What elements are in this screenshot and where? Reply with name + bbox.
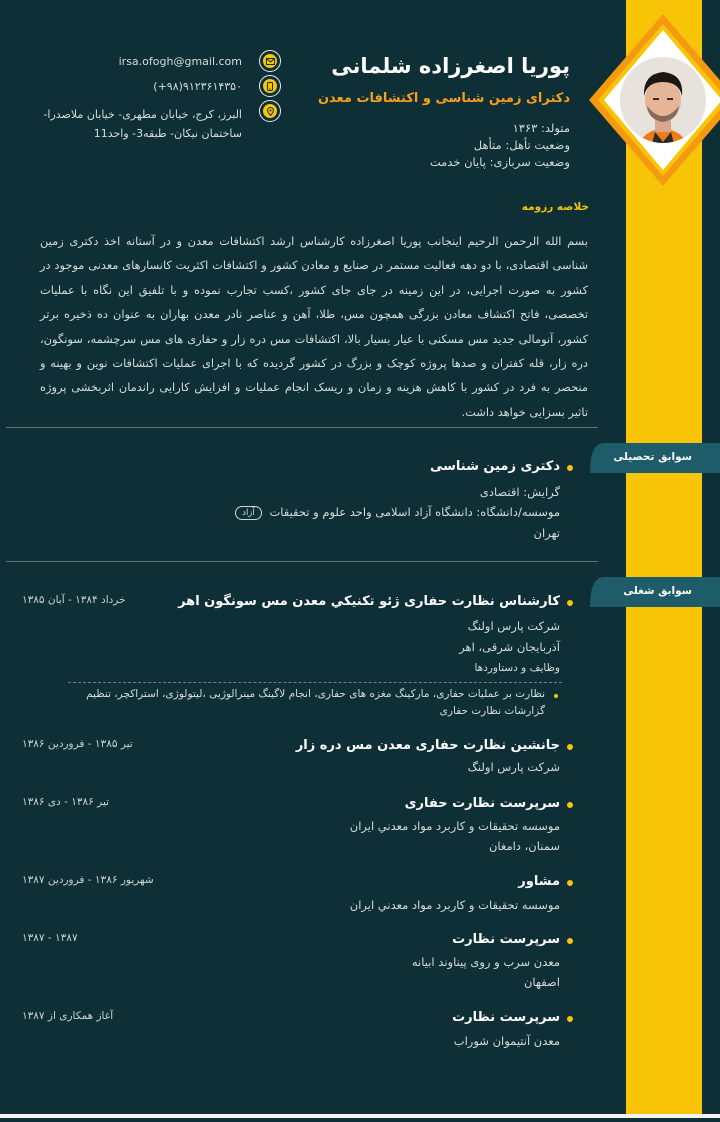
job-bullet	[567, 802, 573, 808]
duties-separator	[68, 682, 562, 683]
degree-title: دکتری زمین شناسی	[429, 459, 560, 474]
job-title: سرپرست نظارت حفاری	[404, 796, 560, 811]
person-name: پوریا اصغرزاده شلمانی	[331, 54, 570, 78]
institution-name: موسسه/دانشگاه: دانشگاه آزاد اسلامی واحد علوم و تحقیقات	[269, 505, 560, 519]
summary-title: خلاصه رزومه	[521, 201, 589, 213]
job-company: موسسه تحقیقات و کاربرد مواد معدني ايران	[349, 898, 560, 912]
birth-year: متولد: ۱۳۶۳	[512, 121, 570, 135]
degree-institution	[235, 505, 560, 520]
job-duty-line-1: نظارت بر عملیات حفاری، مارکینگ مغزه های حفاری، انجام لاگینگ مینرالوژیی ،لیتولوژی، استراکچر، تنظیم	[86, 688, 545, 700]
job-date: خرداد ۱۳۸۴ - آبان ۱۳۸۵	[22, 594, 126, 606]
work-section-tab	[590, 577, 720, 607]
job-bullet	[567, 600, 573, 606]
section-divider	[6, 561, 598, 562]
job-bullet	[567, 1016, 573, 1022]
job-date: تیر ۱۳۸۵ - فروردین ۱۳۸۶	[22, 738, 133, 750]
duty-bullet	[554, 694, 558, 698]
institution-badge: آزاد	[235, 506, 262, 520]
job-location: اصفهان	[523, 975, 560, 989]
job-duty-line-2: گزارشات نظارت حفاری	[439, 705, 545, 717]
job-date: ۱۳۸۷ - ۱۳۸۷	[22, 932, 78, 944]
phone-icon	[259, 75, 281, 97]
address-line-1: البرز، کرج، خیابان مطهری- خیابان ملاصدرا-	[43, 108, 242, 121]
job-company: شرکت پارس اولنگ	[467, 619, 560, 633]
education-section-label: سوابق تحصیلی	[613, 451, 692, 463]
address-line-2: ساختمان نیکان- طبقه3- واحد11	[93, 127, 242, 140]
degree-city: تهران	[533, 526, 560, 540]
job-title: دکترای زمین شناسی و اکتشافات معدن	[317, 91, 570, 106]
job-title: کارشناس نظارت حفاری ژئو تکنیکي معدن مس سونگون اهر	[178, 594, 560, 609]
marital-status: وضعیت تأهل: متأهل	[473, 138, 570, 152]
job-company: شرکت پارس اولنگ	[467, 760, 560, 774]
job-location: سمنان، دامغان	[488, 839, 560, 853]
phone-number[interactable]: (+۹۸)۹۱۲۳۶۱۴۳۵۰	[153, 80, 242, 93]
section-divider	[6, 427, 598, 428]
bottom-border-line	[0, 1114, 720, 1118]
work-section-label: سوابق شغلی	[623, 585, 692, 597]
avatar	[589, 14, 720, 186]
job-title: جانشین نظارت حفاری معدن مس دره زار	[295, 738, 560, 753]
job-company: موسسه تحقیقات و کاربرد مواد معدني ايران	[349, 819, 560, 833]
military-status: وضعیت سربازی: پایان خدمت	[429, 155, 570, 169]
job-date: تیر ۱۳۸۶ - دی ۱۳۸۶	[22, 796, 110, 808]
job-date: شهریور ۱۳۸۶ - فروردین ۱۳۸۷	[22, 874, 154, 886]
personal-info	[430, 120, 570, 171]
summary-text: بسم الله الرحمن الرحیم اینجانب پوریا اصغرزاده کارشناس ارشد اکتشافات معدن و در آستانه اخذ دکتری زمین شناسی اقتصادی، با دو دهه فعالیت مستمر در صنایع و معادن کشور و اکتشافات اکثریت کانسارهای معدنی موجود در کشور به صورت اجرایی، در این زمینه در جای جای کشور ،کسب تجارب نموده و با تلفیق این نگاه با عملیات تخصصی، فاتح اکتشاف معادن بزرگی همچون مس، طلا، آهن و عناصر نادر معدن بهاران به عنوان ده ذخیره برتر کشور، آنومالی جدید مس مسکنی با عیار بسیار بالا، اکتشافات مس دره زار و حفاری های مس سرچشمه، سونگون، دره زار، قله کفتران و صدها پروژه کوچک و بزرگ در کشور گردیده که با اجرای عملیات اکتشافات نوین و بهینه و منحصر به فرد در کشور با کاهش هزینه و زمان و ریسک انجام عملیات و افزایش کارایی راندمان اثربخشی پروژه تاثیر بسزایی خواهد داشت.	[40, 234, 588, 419]
job-location: آذربایجان شرقی، اهر	[459, 640, 560, 654]
job-bullet	[567, 880, 573, 886]
job-title: سرپرست نظارت	[452, 1010, 560, 1025]
email-link[interactable]: irsa.ofogh@gmail.com	[118, 55, 242, 68]
education-section-tab	[590, 443, 720, 473]
job-bullet	[567, 744, 573, 750]
education-bullet	[567, 465, 573, 471]
envelope-icon	[259, 50, 281, 72]
job-date: آغاز همکاری از ۱۳۸۷	[22, 1010, 114, 1022]
job-duties-label: وظایف و دستاوردها	[474, 662, 560, 674]
job-company: معدن سرب و روی پیناوند ابیانه	[411, 955, 560, 969]
job-bullet	[567, 938, 573, 944]
address	[43, 105, 242, 143]
job-title: مشاور	[518, 874, 560, 889]
job-title: سرپرست نظارت	[452, 932, 560, 947]
degree-field: گرایش: اقتصادی	[479, 485, 560, 499]
job-company: معدن آنتیموان شوراب	[453, 1034, 560, 1048]
location-pin-icon	[259, 100, 281, 122]
